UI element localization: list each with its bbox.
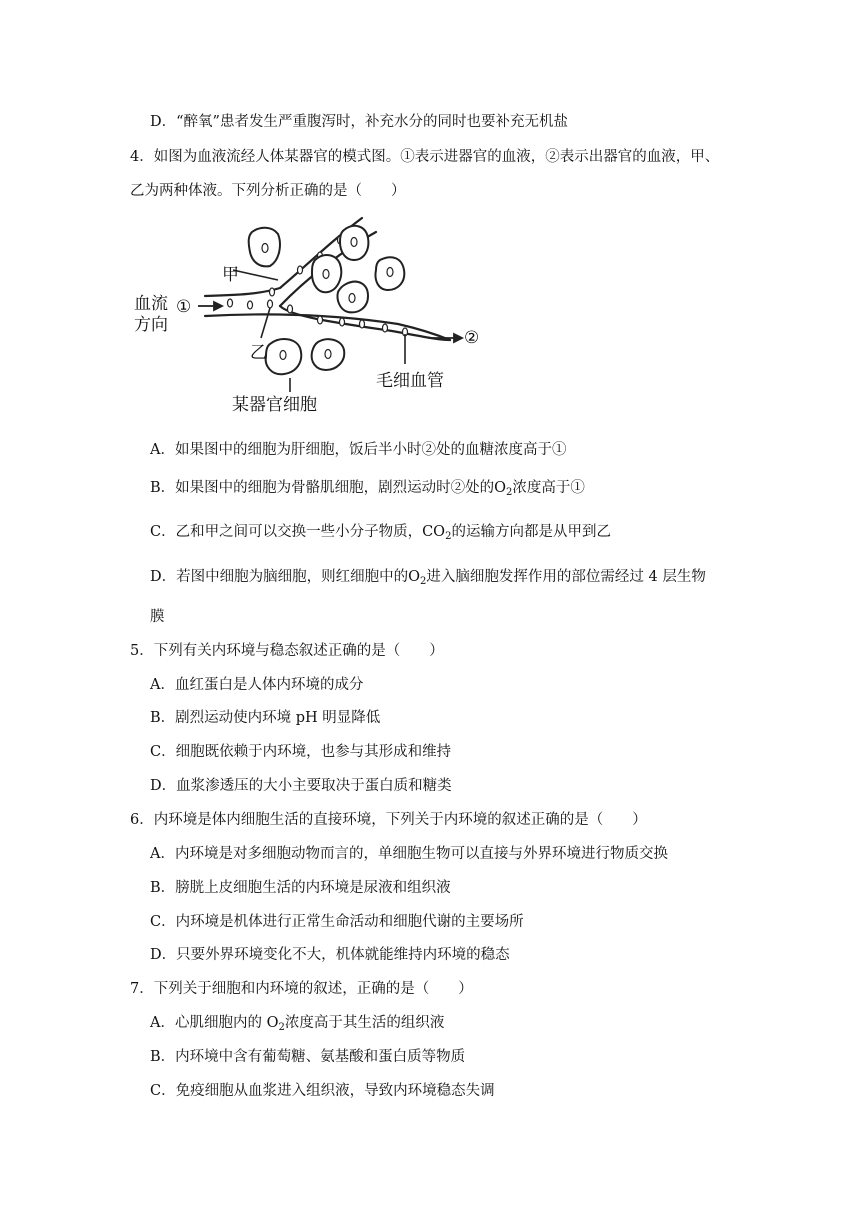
q4-option-c: [150, 522, 611, 547]
subscript: 2: [506, 487, 513, 498]
subscript: 2: [420, 576, 427, 587]
inflow-arrow: [198, 302, 222, 310]
subscript: 2: [278, 1022, 285, 1033]
label-blood-flow-line2: 方向: [134, 315, 168, 335]
q4-option-d-continued: 膜: [150, 609, 165, 625]
capillary-lower-wall: [205, 314, 450, 340]
q7-option-c: C．免疫细胞从血浆进入组织液，导致内环境稳态失调: [150, 1083, 495, 1099]
q5-option-b: B．剧烈运动使内环境 pH 明显降低: [150, 710, 381, 726]
q4-option-a: A．如果图中的细胞为肝细胞，饭后半小时②处的血糖浓度高于①: [150, 442, 567, 458]
q4-option-b-text-end: 浓度高于①: [512, 480, 585, 496]
q4-option-d-text-end: 进入脑细胞发挥作用的部位需经过 4 层生物: [426, 569, 706, 585]
q7-option-a-text: A．心肌细胞内的 O: [150, 1015, 279, 1031]
q6-option-d: D．只要外界环境变化不大，机体就能维持内环境的稳态: [150, 947, 510, 963]
q6-option-c: C．内环境是机体进行正常生命活动和细胞代谢的主要场所: [150, 914, 524, 930]
q4-option-c-text-end: 的运输方向都是从甲到乙: [451, 524, 611, 540]
q4-option-c-text: C．乙和甲之间可以交换一些小分子物质，CO: [150, 524, 446, 540]
q5-stem: 5．下列有关内环境与稳态叙述正确的是（ ）: [130, 643, 444, 659]
q6-stem: 6．内环境是体内细胞生活的直接环境，下列关于内环境的叙述正确的是（ ）: [130, 812, 647, 828]
label-jia: 甲: [222, 265, 239, 285]
q4-option-b-text: B．如果图中的细胞为骨骼肌细胞，剧烈运动时②处的O: [150, 480, 507, 496]
q4-blood-flow-diagram: [130, 212, 500, 415]
q5-option-d: D．血浆渗透压的大小主要取决于蛋白质和糖类: [150, 778, 452, 794]
q4-stem-line1: 4．如图为血液流经人体某器官的模式图。①表示进器官的血液，②表示出器官的血液，甲、: [130, 149, 720, 165]
label-outflow-marker: ②: [464, 328, 480, 348]
q4-option-d-text: D．若图中细胞为脑细胞，则红细胞中的O: [150, 569, 421, 585]
q4-option-d: [150, 567, 706, 592]
label-blood-flow-line1: 血流: [134, 294, 168, 314]
label-yi: 乙: [250, 343, 267, 363]
q5-option-a: A．血红蛋白是人体内环境的成分: [150, 677, 364, 693]
subscript: 2: [445, 531, 452, 542]
q4-option-b: [150, 478, 585, 503]
label-capillary: 毛细血管: [376, 371, 444, 391]
q6-option-b: B．膀胱上皮细胞生活的内环境是尿液和组织液: [150, 880, 451, 896]
q7-option-b: B．内环境中含有葡萄糖、氨基酸和蛋白质等物质: [150, 1049, 466, 1065]
label-organ-cell: 某器官细胞: [232, 395, 317, 415]
q4-stem-line2: 乙为两种体液。下列分析正确的是（ ）: [130, 183, 406, 199]
q5-option-c: C．细胞既依赖于内环境，也参与其形成和维持: [150, 744, 452, 760]
q7-option-a-text-end: 浓度高于其生活的组织液: [284, 1015, 445, 1031]
label-inflow-marker: ①: [176, 297, 192, 317]
q6-option-a: A．内环境是对多细胞动物而言的，单细胞生物可以直接与外界环境进行物质交换: [150, 846, 668, 862]
q7-option-a: [150, 1013, 444, 1038]
q7-stem: 7．下列关于细胞和内环境的叙述，正确的是（ ）: [130, 981, 473, 997]
q3-option-d: D．“醉氧”患者发生严重腹泻时，补充水分的同时也要补充无机盐: [150, 114, 568, 130]
